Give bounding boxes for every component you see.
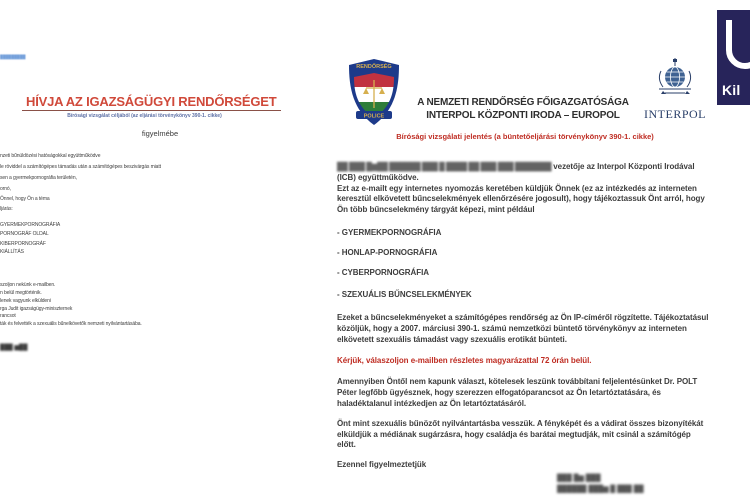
interpol-emblem-icon [653,57,697,101]
intro-paragraph [337,162,709,216]
left-doc-body-line: nzeti bűnüldözési hatóságokkal együttműködve [0,153,101,159]
crimes-paragraph: Ezeket a bűncselekményeket a számítógépes rendőrség az Ön IP-címéről rögzítette. Tájékoztatásul közöljük, hogy a 2007. márciusi 390-1. számú nemzetközi büntető törvénykönyv az interneten elkövetett szexuális támadást vagy szexuális erotikát bünteti. [337,313,709,344]
intro-redacted-segment: ██ ███ █▆██ ██████ ███ █ ████ ██ ███ ███ ███████ [337,162,552,171]
left-doc-body-line: le röviddel a számítógépes támadás után a számítógépes beszivárgás miatt [0,164,161,170]
interpol-logo [638,57,712,122]
noreply-paragraph: Amennyiben Öntől nem kapunk választ, kötelesek leszünk továbbítani feljelentésünket Dr. POLT Péter legfőbb ügyésznek, hogy szerezzen elfogatóparancsot az Ön letartóztatására, és haladéktalanul intézkedjen az Ön letartóztatásáról. [337,377,698,408]
left-doc-body-line: rga Judit igazságügy-miniszternek [0,306,73,312]
left-doc-subtitle: Bírósági vizsgálat céljából (az eljárási törvénykönyv 390-1. cikke) [67,113,222,119]
registry-paragraph: Önt mint szexuális bűnözőt nyilvántartásba vesszük. A fényképét és a vádirat összes bizonyítékát elküldjük a médiának sugárzásra, hogy családja és barátai megtudják, mit csinál a számítógép előtt. [337,418,704,450]
site-watermark-badge [717,10,750,105]
right-doc-subject-line: Bírósági vizsgálati jelentés (a büntetőeljárási törvénykönyv 390-1. cikke) [396,132,654,141]
intro-clear-segment: vezetője az Interpol Központi Irodával (ICB) együttműködve. [337,162,695,182]
left-doc-body-line: ták és felvették a szexuális bűnelkövetők nemzeti nyilvántartásába. [0,321,142,327]
left-doc-list-item: PORNOGRÁF OLDAL [0,231,49,237]
interpol-wordmark: INTERPOL [644,107,706,121]
email-paragraph: Ezt az e-mailt egy internetes nyomozás keretében küldjük Önnek (ez az intézkedés az interneten keresztül elkövetett bűncselekmények ellenőrzésére jogosult), hogy tájékoztassuk Önt arról, hogy Ön több bűncselekmény tárgyát képezi, mint például [337,183,705,215]
closing-line: Ezennel figyelmeztetjük [337,460,427,470]
crime-list-item: - HONLAP-PORNOGRÁFIA [337,247,438,257]
signature-line-redacted: ██████ ███▆ █ ███ ██ [557,486,644,494]
left-doc-body-line: n belül megtörténik. [0,290,42,296]
left-doc-title-wrap [22,93,277,111]
left-doc-body-line: ornó, [0,186,11,192]
left-doc-list-item: KIÁLLÍTÁS [0,249,24,255]
warning-red-line: Kérjük, válaszoljon e-mailben részletes magyarázattal 72 órán belül. [337,355,592,365]
badge-bottom-text: POLICE [363,113,385,120]
crime-list-item: - GYERMEKPORNOGRÁFIA [337,227,442,237]
signature-line-redacted: ███ █▆ ███ [557,474,601,482]
org-title-line1: A NEMZETI RENDŐRSÉG FŐIGAZGATÓSÁGA [417,97,629,108]
crime-list-item: - CYBERPORNOGRÁFIA [337,267,429,277]
left-doc-list-item: KIBERPORNOGRÁF [0,241,46,247]
left-doc-title: HÍVJA AZ IGAZSÁGÜGYI RENDŐRSÉGET [22,94,281,111]
left-doc-salutation: figyelmébe [141,129,179,138]
right-doc-org-title [408,97,638,121]
badge-top-text: RENDŐRSÉG [356,64,392,70]
left-doc-link-fragment: █████████ [0,54,26,59]
right-doc-signature-redacted [557,473,709,496]
crime-list-item: - SZEXUÁLIS BŰNCSELEKMÉNYEK [337,290,472,300]
left-doc-body-line: ljárás: [0,206,13,212]
left-doc-signature-redacted: ███ ▆██ [0,345,28,351]
org-title-line2: INTERPOL KÖZPONTI IRODA – EUROPOL [426,110,620,121]
left-doc-list-item: GYERMEKPORNOGRÁFIA [0,222,61,228]
watermark-glyph-icon [723,16,750,76]
watermark-label: Kil [722,82,741,98]
left-doc-body-line: szoljon nekünk e-mailben. [0,282,56,288]
left-doc-body-line: lenek vagyunk elküldeni [0,298,51,304]
left-doc-body-line: sen a gyermekpornográfia területén, [0,175,77,181]
left-doc-body-line: Önnel, hogy Ön a téma [0,196,50,202]
hungarian-police-badge-icon [344,58,404,131]
left-doc-body-line: rancsot [0,313,16,319]
right-doc-body [337,162,709,496]
